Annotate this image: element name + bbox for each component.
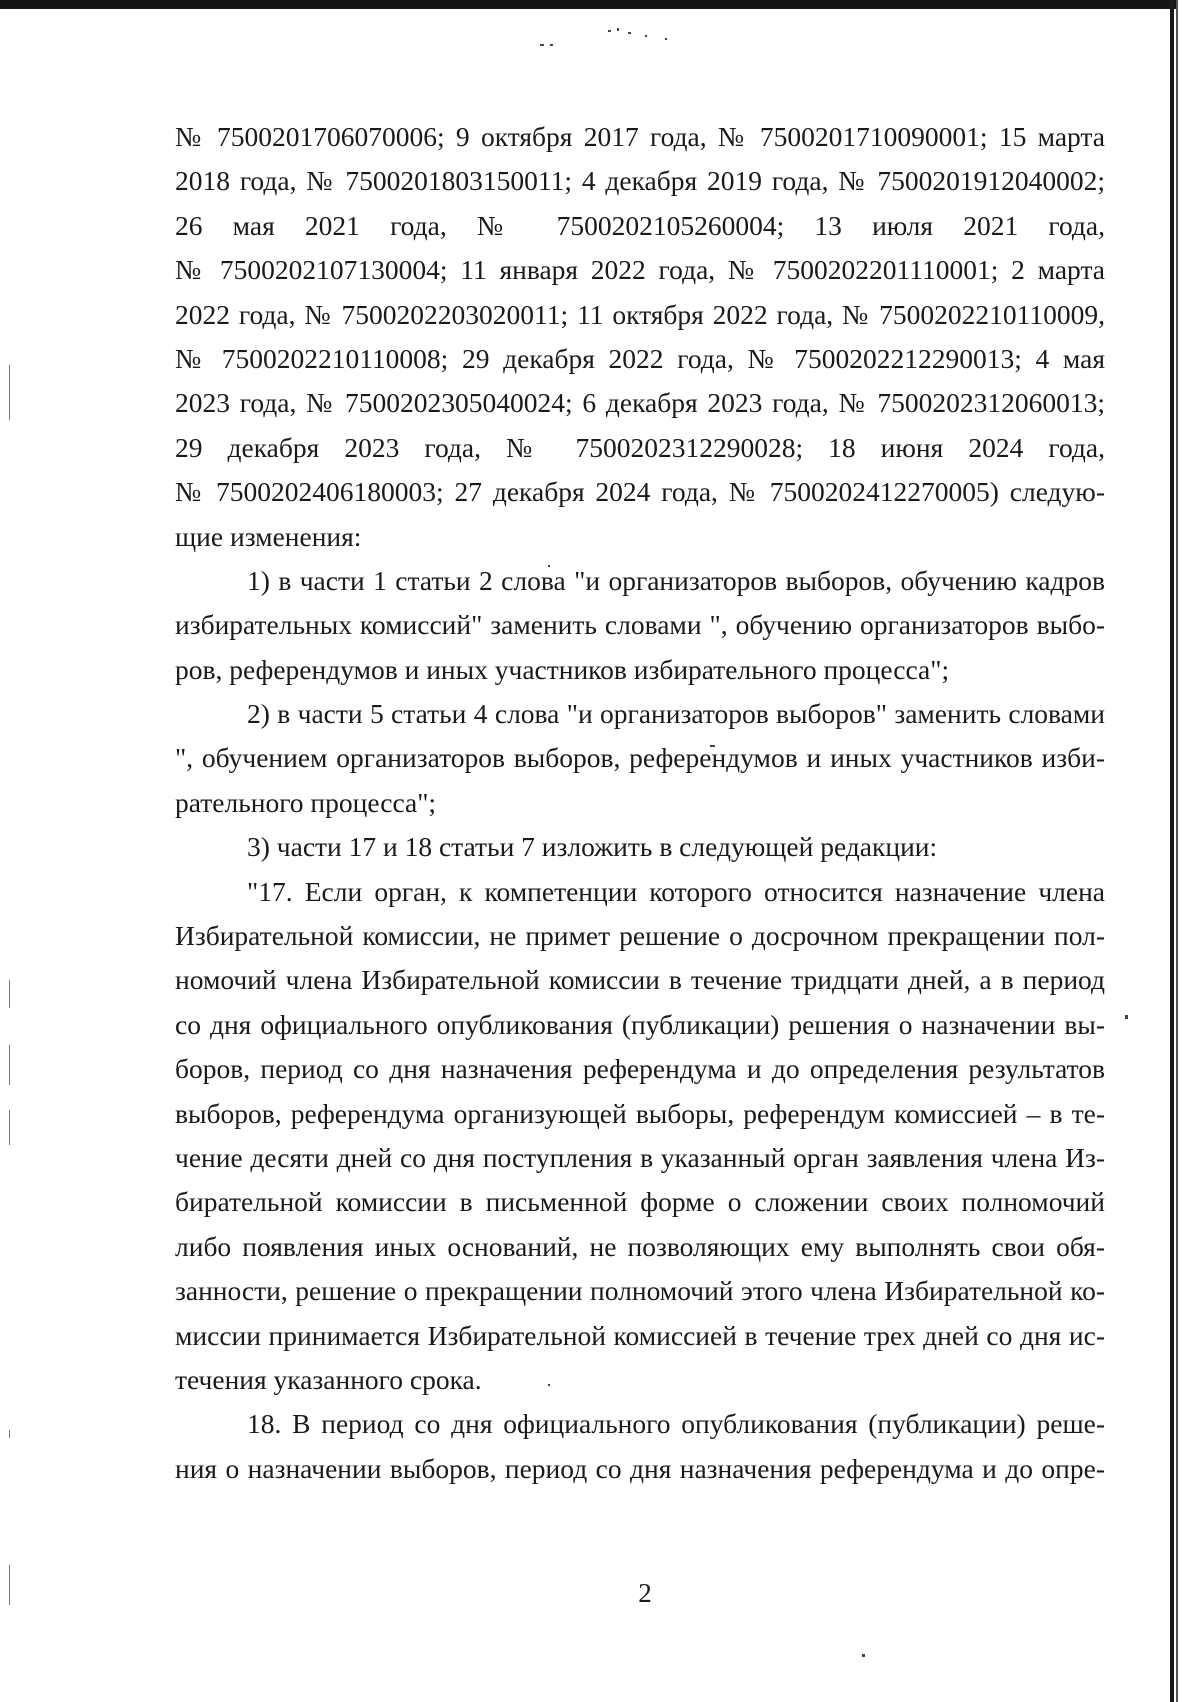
scan-margin-mark [9, 980, 10, 1008]
list-item-2-line: рательного процесса"; [175, 786, 437, 818]
document-body [175, 115, 1105, 1491]
part-18-line: ния о назначении выборов, период со дня назначения референдума и до опре- [175, 1452, 1105, 1484]
text-line: № 7500202406180003; 27 декабря 2024 года, № 7500202412270005) следую- [175, 476, 1105, 508]
list-item-3-line: 3) части 17 и 18 статьи 7 изложить в следующей редакции: [247, 831, 938, 863]
part-18-line: 18. В период со дня официального опубликования (публикации) реше- [247, 1408, 1105, 1440]
text-line: 2022 года, № 7500202203020011; 11 октября 2022 года, № 7500202210110009, [175, 298, 1105, 330]
scan-speck [550, 44, 553, 46]
part-17-line: Избирательной комиссии, не примет решение о досрочном прекращении пол- [175, 920, 1105, 952]
part-17-line: со дня официального опубликования (публикации) решения о назначении вы- [175, 1008, 1105, 1040]
scan-right-border [1170, 0, 1174, 1702]
page-number: 2 [638, 1578, 652, 1608]
list-item-1-line: 1) в части 1 статьи 2 слова "и организаторов выборов, обучению кадров [247, 564, 1105, 596]
part-17-line: занности, решение о прекращении полномочий этого члена Избирательной ко- [175, 1275, 1105, 1307]
part-17-line: бирательной комиссии в письменной форме о сложении своих полномочий [175, 1186, 1105, 1218]
text-line: 2023 года, № 7500202305040024; 6 декабря 2023 года, № 7500202312060013; [175, 387, 1105, 419]
scan-margin-mark [9, 1430, 10, 1438]
scan-right-border-shadow [1176, 0, 1178, 1702]
scan-speck [608, 30, 611, 32]
scan-margin-mark [9, 1045, 10, 1085]
text-line: щие изменения: [175, 520, 362, 552]
list-item-2-line: 2) в части 5 статьи 4 слова "и организаторов выборов" заменить словами [247, 698, 1105, 730]
text-line: № 7500202107130004; 11 января 2022 года, № 7500202201110001; 2 марта [175, 254, 1105, 286]
part-17-line: миссии принимается Избирательной комиссией в течение трех дней со дня ис- [175, 1319, 1105, 1351]
list-item-2-line: ", обучением организаторов выборов, референдумов и иных участников изби- [175, 742, 1105, 774]
scan-speck [645, 35, 647, 37]
part-17-line: либо появления иных оснований, не позволяющих ему выполнять свои обя- [175, 1230, 1105, 1262]
list-item-1-line: ров, референдумов и иных участников избирательного процесса"; [175, 653, 950, 685]
scan-speck [628, 32, 631, 34]
part-17-line: номочий члена Избирательной комиссии в течение тридцати дней, а в период [175, 964, 1105, 996]
scan-speck [617, 28, 619, 31]
text-line: № 7500202210110008; 29 декабря 2022 года, № 7500202212290013; 4 мая [175, 342, 1105, 374]
scan-margin-mark [9, 1110, 10, 1145]
part-17-line: выборов, референдума организующей выборы, референдум комиссией – в те- [175, 1097, 1105, 1129]
scan-speck [540, 44, 544, 46]
part-17-line: "17. Если орган, к компетенции которого относится назначение члена [247, 875, 1105, 907]
text-line: № 7500201706070006; 9 октября 2017 года, № 7500201710090001; 15 марта [175, 121, 1105, 152]
list-item-1-line: избирательных комиссий" заменить словами ", обучению организаторов выбо- [175, 609, 1105, 641]
scan-top-border [0, 0, 1178, 9]
text-line: 26 мая 2021 года, № 7500202105260004; 13 июля 2021 года, [175, 209, 1105, 241]
scan-margin-mark [9, 365, 10, 420]
part-17-line: боров, период со дня назначения референдума и до определения результатов [175, 1053, 1105, 1085]
text-line: 29 декабря 2023 года, № 7500202312290028; 18 июня 2024 года, [175, 431, 1105, 463]
scan-speck [862, 1654, 865, 1657]
part-17-line: течения указанного срока. [175, 1363, 482, 1395]
scan-speck [1125, 1015, 1128, 1019]
text-line: 2018 года, № 7500201803150011; 4 декабря 2019 года, № 7500201912040002; [175, 165, 1105, 197]
part-17-line: чение десяти дней со дня поступления в указанный орган заявления члена Из- [175, 1141, 1105, 1173]
scan-speck [665, 38, 667, 40]
